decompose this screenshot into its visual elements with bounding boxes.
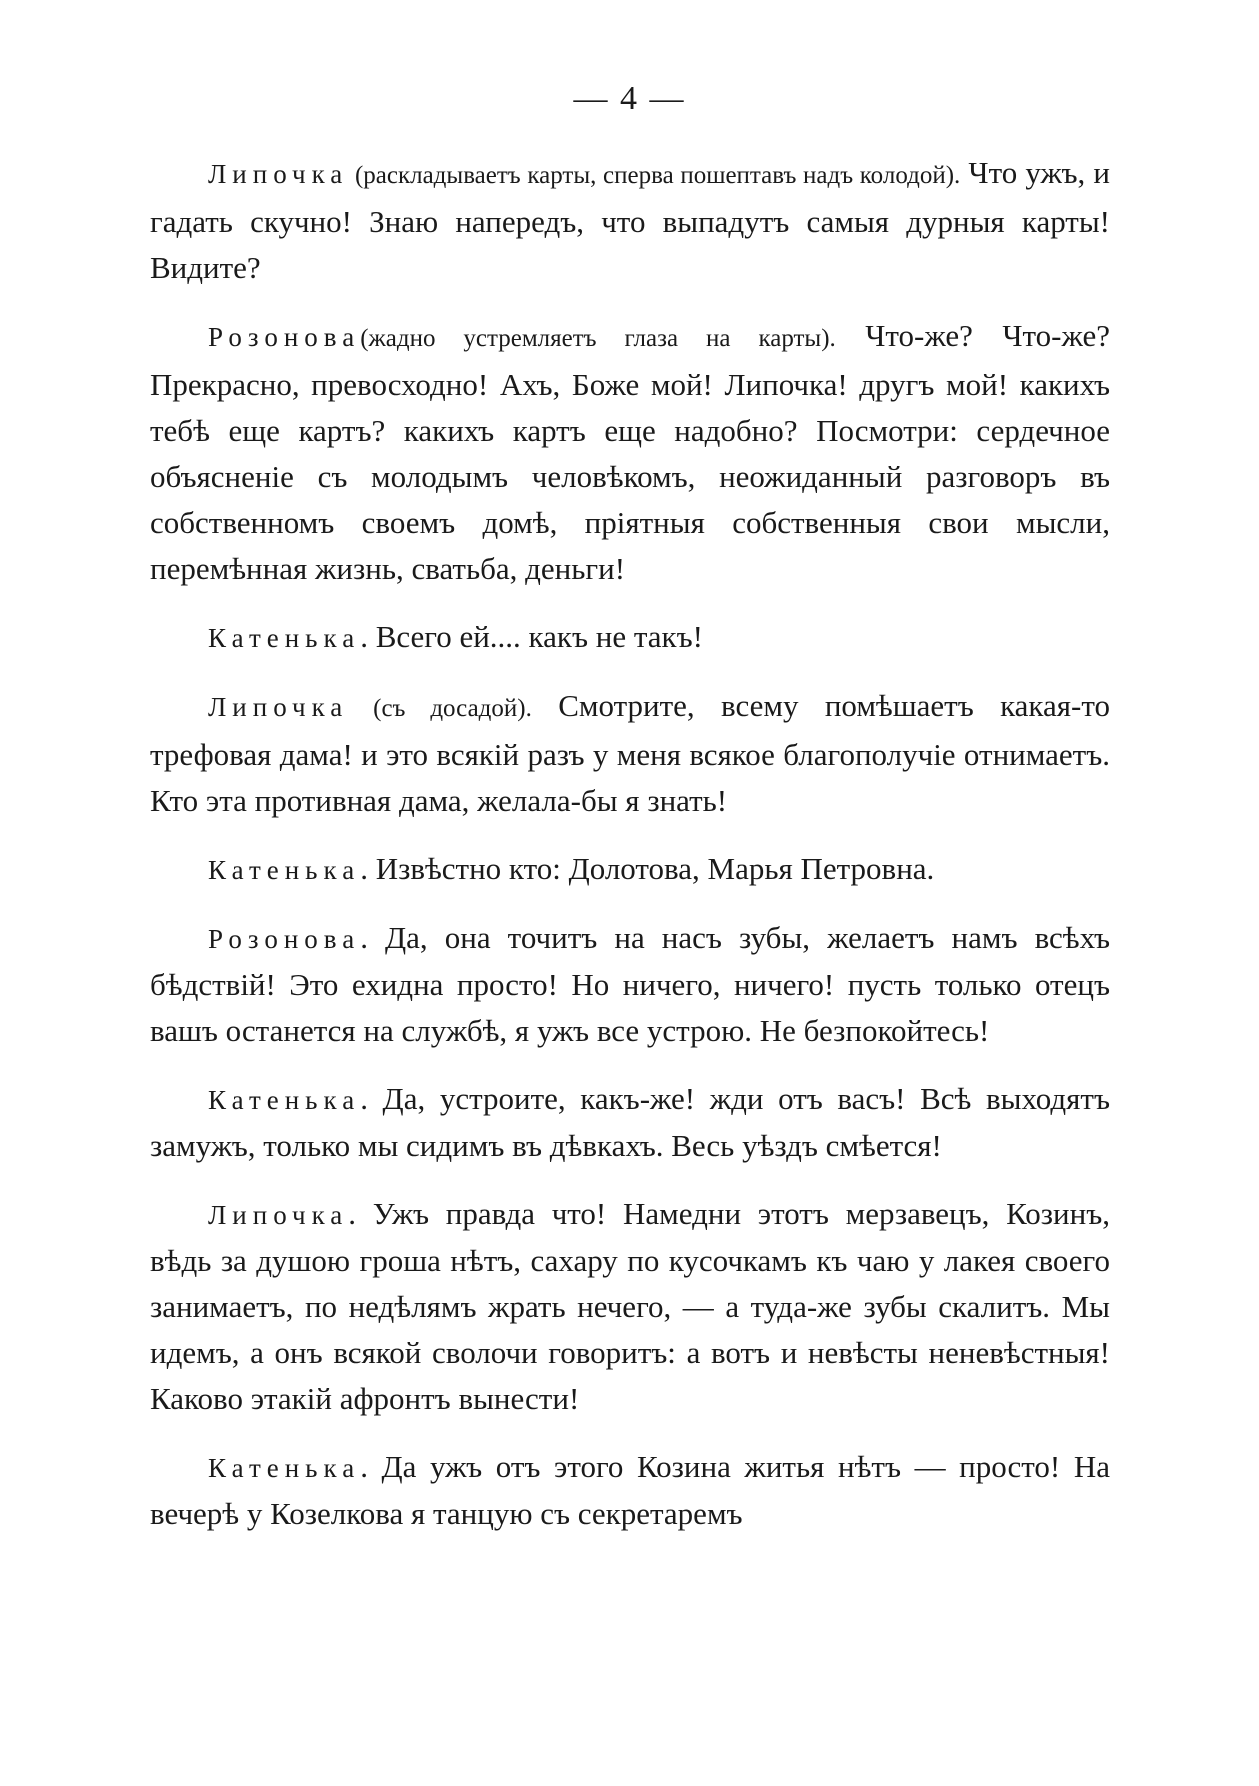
dialogue-text: Что ужъ, и гадать скучно! Знаю напередъ, что выпадутъ самыя дурныя карты! Видите? <box>150 155 1110 285</box>
dialogue-paragraph <box>150 1444 1110 1537</box>
dialogue-paragraph <box>150 846 1110 893</box>
speaker-name: Липочка <box>208 1200 349 1230</box>
dialogue-paragraph <box>150 683 1110 824</box>
dialogue-text: . Извѣстно кто: Долотова, Марья Петровна. <box>360 851 935 886</box>
dialogue-text: . Да ужъ отъ этого Козина житья нѣтъ — просто! На вечерѣ у Козелкова я танцую съ секретаремъ <box>150 1449 1110 1531</box>
stage-direction: (съ досадой). <box>348 695 532 722</box>
dialogue-paragraph <box>150 614 1110 661</box>
dialogue-paragraph <box>150 915 1110 1054</box>
stage-direction: (жадно устремляетъ глаза на карты). <box>360 325 836 352</box>
dialogue-text: . Ужъ правда что! Намедни этотъ мерзавецъ, Козинъ, вѣдь за душою гроша нѣтъ, сахару по кусочкамъ къ чаю у лакея своего занимаетъ, по недѣлямъ жрать нечего, — а туда-же зубы скалитъ. Мы идемъ, а онъ всякой сволочи говоритъ: а вотъ и невѣсты неневѣстныя! Каково этакій афронтъ вынести! <box>150 1196 1110 1416</box>
dialogue-paragraph <box>150 1076 1110 1169</box>
speaker-name: Катенька <box>208 623 361 653</box>
speaker-name: Катенька <box>208 1453 361 1483</box>
dialogue-text: . Да, устроите, какъ-же! жди отъ васъ! Всѣ выходятъ замужъ, только мы сидимъ въ дѣвкахъ. Весь уѣздъ смѣется! <box>150 1081 1110 1163</box>
speaker-name: Липочка <box>208 159 349 189</box>
speaker-name: Катенька <box>208 1085 361 1115</box>
dialogue-paragraph <box>150 313 1110 592</box>
speaker-name: Розонова <box>208 924 361 954</box>
text-column <box>150 150 1110 1559</box>
dialogue-text: Что-же? Что-же? Прекрасно, превосходно! Ахъ, Боже мой! Липочка! другъ мой! какихъ тебѣ еще картъ? какихъ картъ еще надобно? Посмотри: сердечное объясненіе съ молодымъ человѣкомъ, неожиданный разговоръ въ собственномъ своемъ домѣ, пріятныя собственныя свои мысли, перемѣнная жизнь, сватьба, деньги! <box>150 318 1110 586</box>
dialogue-text: . Да, она точитъ на насъ зубы, желаетъ намъ всѣхъ бѣдствій! Это ехидна просто! Но ничего, ничего! пусть только отецъ вашъ останется на службѣ, я ужъ все устрою. Не безпокойтесь! <box>150 920 1110 1048</box>
stage-direction: (раскладываетъ карты, сперва пошептавъ надъ колодой). <box>348 162 961 189</box>
page-number: — 4 — <box>573 80 686 117</box>
dialogue-paragraph <box>150 1191 1110 1422</box>
speaker-name: Липочка <box>208 692 349 722</box>
speaker-name: Катенька <box>208 855 361 885</box>
speaker-name: Розонова <box>208 322 361 352</box>
dialogue-text: Смотрите, всему помѣшаетъ какая-то трефовая дама! и это всякій разъ у меня всякое благополучіе отнимаетъ. Кто эта противная дама, желала-бы я знать! <box>150 688 1110 818</box>
dialogue-paragraph <box>150 150 1110 291</box>
dialogue-text: . Всего ей.... какъ не такъ! <box>360 619 703 654</box>
